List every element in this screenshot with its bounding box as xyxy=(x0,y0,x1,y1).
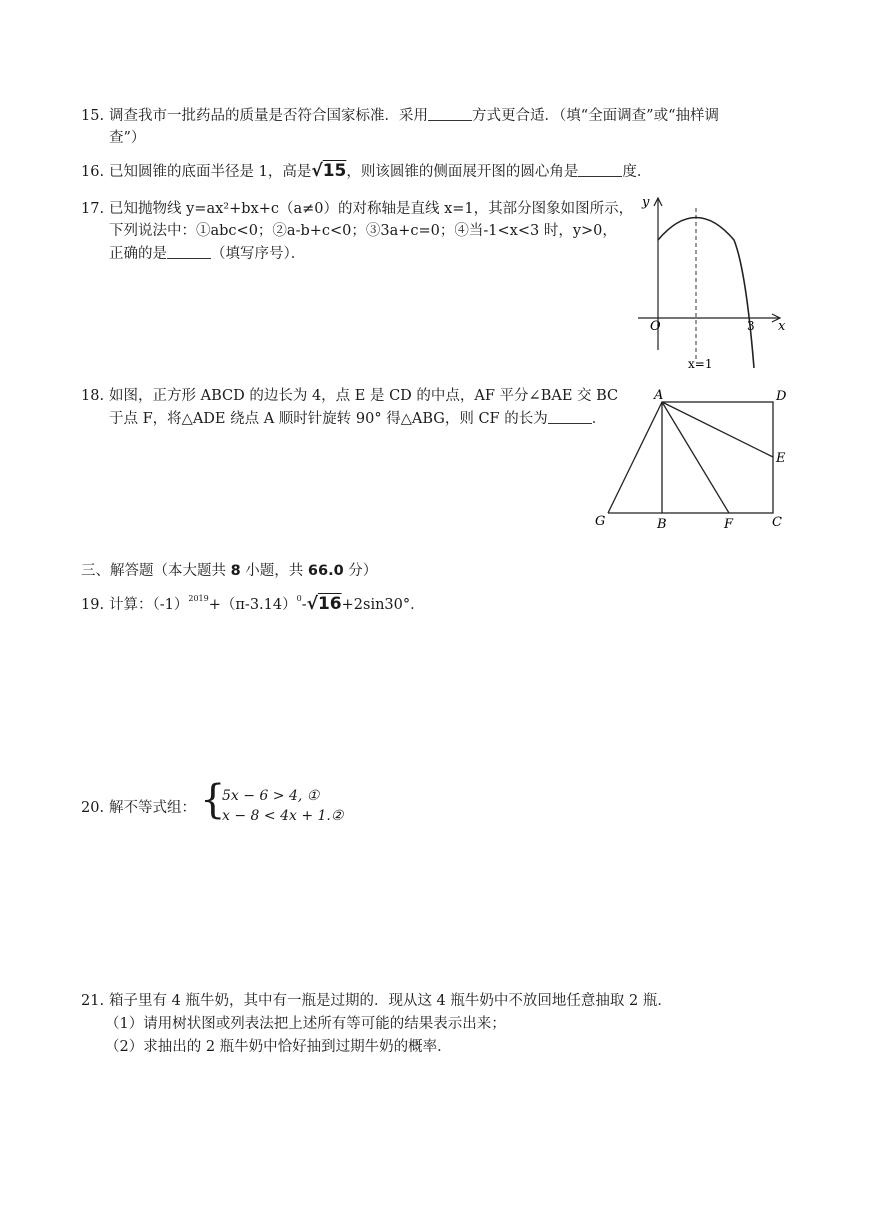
question-number: 16. xyxy=(81,164,105,180)
question-text: ． xyxy=(591,411,607,427)
question-text: 调查我市一批药品的质量是否符合国家标准．采用 xyxy=(109,108,428,124)
exponent: 2019 xyxy=(188,594,209,603)
sub-question-2: （2）求抽出的 2 瓶牛奶中恰好抽到过期牛奶的概率． xyxy=(105,1039,452,1055)
point-a-label: A xyxy=(654,388,664,403)
tick-label-3: 3 xyxy=(747,319,755,333)
question-text-continued: 查”） xyxy=(109,130,146,146)
inequality-2: x − 8 < 4x + 1.② xyxy=(222,808,344,824)
question-text: 已知抛物线 y=ax²+bx+c（a≠0）的对称轴是直线 x=1，其部分图象如图所示， xyxy=(109,201,634,217)
question-number: 20. xyxy=(81,800,105,816)
point-e-label: E xyxy=(776,451,786,466)
section-heading xyxy=(81,560,377,582)
question-17 xyxy=(81,198,633,220)
exponent: 0 xyxy=(296,594,302,603)
question-text: - xyxy=(301,597,307,613)
question-text: 箱子里有 4 瓶牛奶，其中有一瓶是过期的．现从这 4 瓶牛奶中不放回地任意抽取 2 瓶． xyxy=(109,993,672,1009)
section-text: 小题，共 xyxy=(240,563,308,579)
question-text: 下列说法中：①abc<0；②a-b+c<0；③3a+c=0；④当-1<x<3 时，y>0， xyxy=(109,223,617,239)
question-text: 正确的是 xyxy=(109,246,167,262)
question-number: 15. xyxy=(81,108,105,124)
question-text: 于点 F，将△ADE 绕点 A 顺时针旋转 90° 得△ABG，则 CF 的长为 xyxy=(109,411,548,427)
point-b-label: B xyxy=(657,517,667,532)
point-f-label: F xyxy=(724,517,734,532)
radicand: 16 xyxy=(317,594,342,614)
section-text: 分） xyxy=(343,563,378,579)
question-16 xyxy=(81,160,651,183)
question-text: 计算：（-1） xyxy=(109,597,189,613)
question-number: 17. xyxy=(81,201,105,217)
answer-blank[interactable] xyxy=(428,106,472,121)
question-number: 19. xyxy=(81,597,105,613)
question-21 xyxy=(81,990,672,1012)
question-count: 8 xyxy=(230,563,241,579)
point-c-label: C xyxy=(772,515,782,530)
point-d-label: D xyxy=(776,389,787,404)
inequality-system xyxy=(200,777,400,835)
question-19 xyxy=(81,588,425,616)
square-abcd xyxy=(662,402,773,513)
sub-question-1: （1）请用树状图或列表法把上述所有等可能的结果表示出来； xyxy=(105,1016,506,1032)
square-figure xyxy=(590,385,795,535)
question-text xyxy=(109,408,606,430)
question-text: 解不等式组： xyxy=(109,800,196,816)
question-text: （填写序号）． xyxy=(211,246,306,262)
sqrt-expression: √16 xyxy=(306,594,342,614)
question-text: 度． xyxy=(622,164,652,180)
question-text: ，则该圆锥的侧面展开图的圆心角是 xyxy=(346,164,579,180)
question-text: +2sin30°． xyxy=(341,597,425,613)
inequality-1: 5x − 6 > 4, ① xyxy=(222,788,320,804)
answer-blank[interactable] xyxy=(548,409,592,424)
question-number: 21. xyxy=(81,993,105,1009)
question-text: 已知圆锥的底面半径是 1，高是 xyxy=(109,164,312,180)
total-score: 66.0 xyxy=(307,563,344,579)
question-text xyxy=(109,243,305,265)
question-text: 如图，正方形 ABCD 的边长为 4，点 E 是 CD 的中点，AF 平分∠BAE 交 BC xyxy=(109,388,619,404)
answer-blank[interactable] xyxy=(578,162,622,177)
parabola-curve xyxy=(658,218,754,369)
x-axis-label: x xyxy=(778,319,786,334)
parabola-graph xyxy=(630,190,795,375)
sqrt-expression: √15 xyxy=(311,161,347,181)
radicand: 15 xyxy=(322,161,347,181)
question-text: 方式更合适．（填“全面调查”或“抽样调 xyxy=(472,108,719,124)
symmetry-axis-label: x=1 xyxy=(688,357,713,371)
question-text: +（π-3.14） xyxy=(208,597,297,613)
question-18 xyxy=(81,385,618,407)
question-15 xyxy=(81,105,719,127)
y-axis-label: y xyxy=(642,195,650,210)
segment-ag xyxy=(608,402,662,513)
question-20 xyxy=(81,797,196,819)
answer-blank[interactable] xyxy=(167,244,211,259)
origin-label: O xyxy=(650,319,661,334)
section-text: 三、解答题（本大题共 xyxy=(81,563,231,579)
point-g-label: G xyxy=(595,514,606,529)
brace-symbol: { xyxy=(200,777,226,823)
question-number: 18. xyxy=(81,388,105,404)
